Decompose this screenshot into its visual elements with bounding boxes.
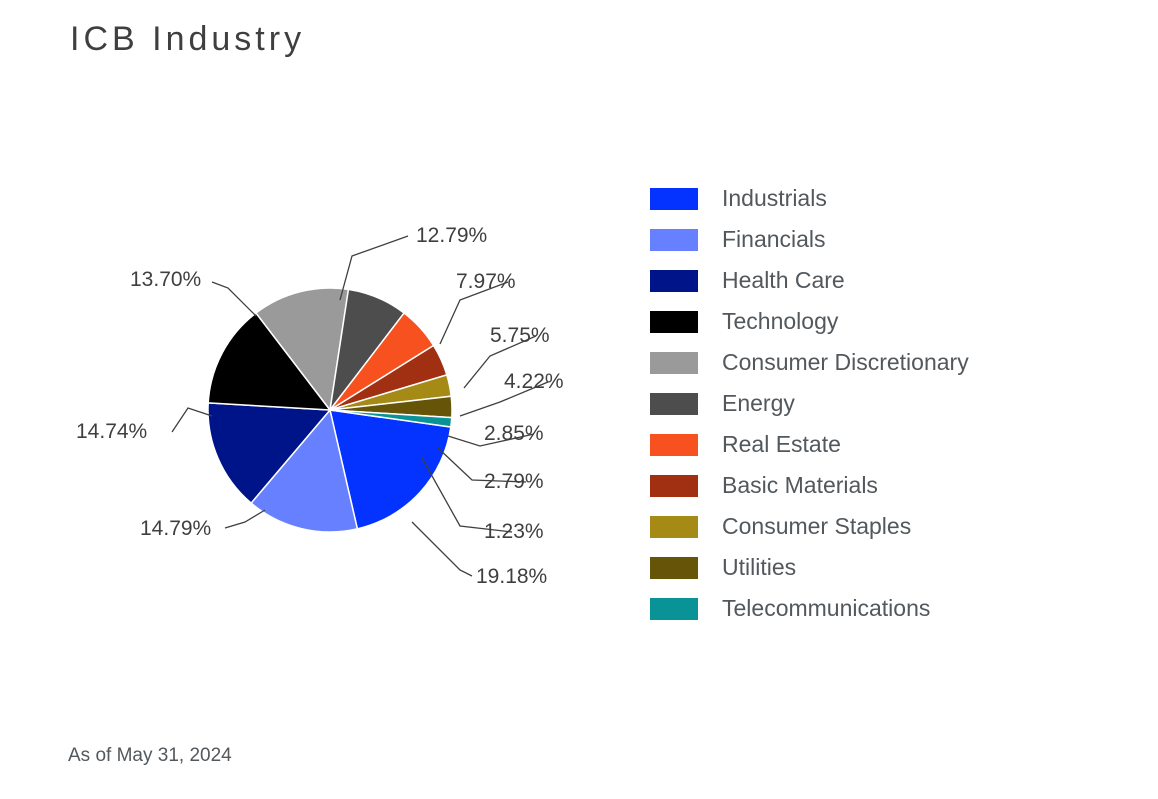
pie-data-label: 7.97% <box>456 270 516 293</box>
pie-chart <box>60 170 660 630</box>
legend-item[interactable] <box>650 588 1120 629</box>
legend-item[interactable] <box>650 465 1120 506</box>
legend-swatch-icon <box>650 229 698 251</box>
legend-item-label: Utilities <box>722 554 797 580</box>
legend-swatch-icon <box>650 516 698 538</box>
legend-item-label: Health Care <box>722 267 845 293</box>
legend-item-label: Basic Materials <box>722 472 878 498</box>
legend-item-label: Energy <box>722 390 795 416</box>
pie-data-label: 13.70% <box>130 268 202 291</box>
leader-line <box>225 510 265 528</box>
pie-data-label: 12.79% <box>416 224 488 247</box>
legend-item[interactable] <box>650 219 1120 260</box>
legend-swatch-icon <box>650 557 698 579</box>
legend-swatch-icon <box>650 475 698 497</box>
legend-item-label: Consumer Staples <box>722 513 912 539</box>
legend-swatch-icon <box>650 434 698 456</box>
pie-data-label: 2.85% <box>484 422 544 445</box>
legend-swatch-icon <box>650 188 698 210</box>
page-title: ICB Industry <box>70 20 306 58</box>
pie-data-label: 4.22% <box>504 370 564 393</box>
as-of-date-note: As of May 31, 2024 <box>68 745 232 766</box>
leader-line <box>172 408 212 432</box>
pie-slices <box>208 288 452 532</box>
legend-item[interactable] <box>650 178 1120 219</box>
legend-item[interactable] <box>650 342 1120 383</box>
legend-item-label: Technology <box>722 308 839 334</box>
legend-swatch-icon <box>650 270 698 292</box>
pie-data-label: 14.79% <box>140 517 212 540</box>
leader-line <box>212 282 256 316</box>
legend-item[interactable] <box>650 506 1120 547</box>
legend-swatch-icon <box>650 598 698 620</box>
chart-legend <box>650 178 1120 629</box>
legend-item-label: Telecommunications <box>722 595 931 621</box>
legend-swatch-icon <box>650 393 698 415</box>
pie-data-label: 2.79% <box>484 470 544 493</box>
legend-swatch-icon <box>650 311 698 333</box>
legend-item-label: Real Estate <box>722 431 841 457</box>
legend-item[interactable] <box>650 301 1120 342</box>
pie-chart-svg <box>60 170 660 630</box>
legend-item-label: Consumer Discretionary <box>722 349 969 375</box>
leader-line <box>412 522 472 576</box>
pie-data-label: 5.75% <box>490 324 550 347</box>
pie-data-label: 14.74% <box>76 420 148 443</box>
legend-item[interactable] <box>650 547 1120 588</box>
pie-data-label: 19.18% <box>476 565 548 588</box>
legend-item[interactable] <box>650 424 1120 465</box>
legend-item[interactable] <box>650 383 1120 424</box>
legend-swatch-icon <box>650 352 698 374</box>
legend-item-label: Financials <box>722 226 826 252</box>
legend-item[interactable] <box>650 260 1120 301</box>
pie-data-label: 1.23% <box>484 520 544 543</box>
legend-item-label: Industrials <box>722 185 827 211</box>
